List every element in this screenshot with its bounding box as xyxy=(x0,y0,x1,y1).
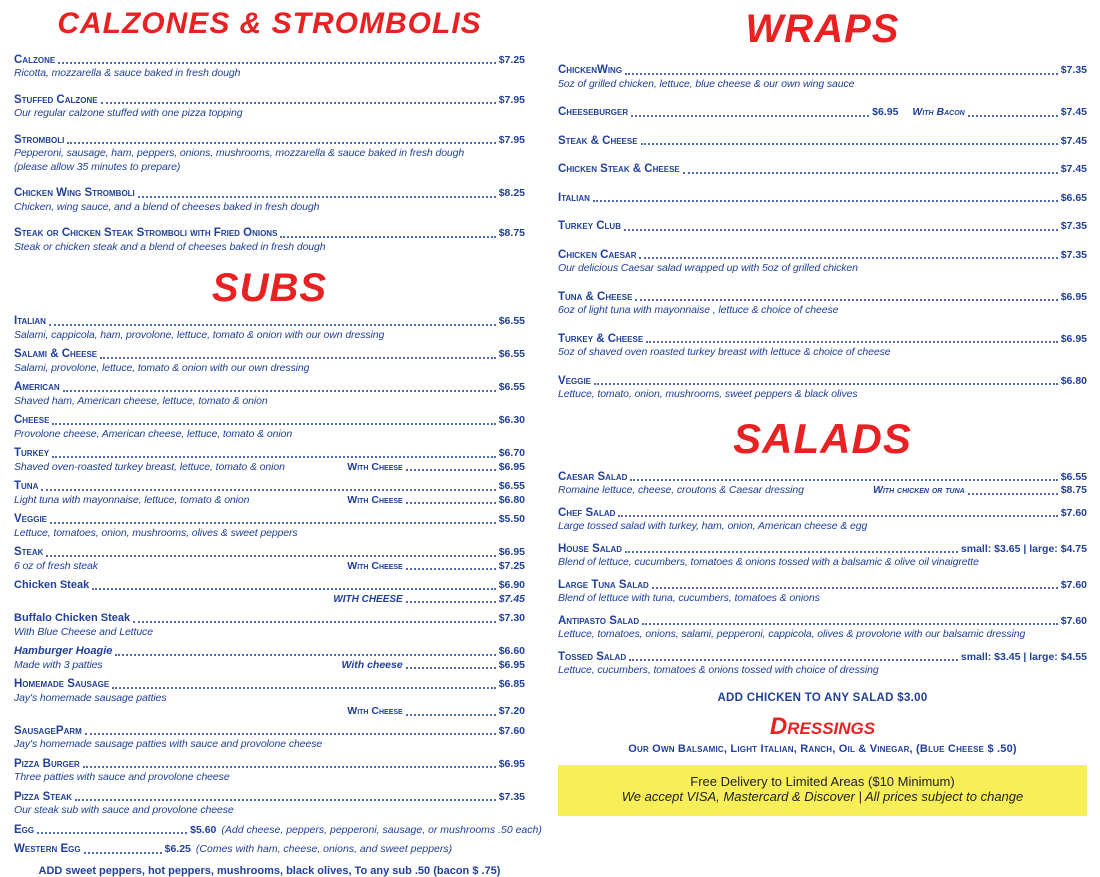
free-delivery-note: Free Delivery to Limited Areas ($10 Minimum) xyxy=(690,773,955,789)
item-extra-label: With Cheese xyxy=(347,559,403,572)
dot-leader xyxy=(112,687,496,689)
menu-item xyxy=(558,579,1087,606)
item-row xyxy=(14,513,525,527)
dot-leader xyxy=(280,236,495,238)
item-name: Stromboli xyxy=(14,133,65,146)
menu-item xyxy=(558,651,1087,678)
menu-item xyxy=(14,348,525,375)
item-row xyxy=(558,291,1087,305)
dot-leader xyxy=(52,423,495,425)
dot-leader xyxy=(646,341,1058,343)
item-desc-row xyxy=(558,484,1087,498)
item-extra-price: $7.45 xyxy=(1060,106,1087,118)
item-name: Pizza Steak xyxy=(14,790,73,803)
item-extra-label: With Cheese xyxy=(347,460,403,473)
dot-leader xyxy=(406,667,496,669)
item-name: Steak xyxy=(14,546,44,558)
item-extra-label: With cheese xyxy=(341,658,403,671)
item-desc-row xyxy=(14,395,525,409)
item-desc-row xyxy=(14,738,525,752)
menu-item xyxy=(14,480,525,507)
dot-leader xyxy=(641,143,1058,145)
menu-item xyxy=(558,291,1087,318)
item-desc-row xyxy=(14,494,525,508)
item-name: Homemade Sausage xyxy=(14,678,110,690)
item-name: Steak & Cheese xyxy=(558,134,638,147)
item-price: $6.30 xyxy=(498,414,525,426)
item-price: $8.75 xyxy=(498,227,525,239)
menu-item xyxy=(14,513,525,540)
item-desc: Three patties with sauce and provolone cheese xyxy=(14,771,230,783)
dot-leader xyxy=(631,115,869,117)
dot-leader xyxy=(75,799,496,801)
dot-leader xyxy=(67,142,495,144)
dot-leader xyxy=(968,115,1058,117)
item-name: Antipasto Salad xyxy=(558,614,640,627)
item-name: Buffalo Chicken Steak xyxy=(14,612,131,624)
item-price: $5.50 xyxy=(498,513,525,525)
item-desc: Chicken, wing sauce, and a blend of cheeses baked in fresh dough xyxy=(14,200,320,213)
item-desc-row xyxy=(14,560,525,574)
item-desc: 5oz of shaved oven roasted turkey breast with lettuce & choice of cheese xyxy=(558,346,891,358)
item-name: Tuna xyxy=(14,480,39,492)
item-note: (Comes with ham, cheese, onions, and sweet peppers) xyxy=(195,843,453,855)
item-row xyxy=(14,187,525,201)
menu-item xyxy=(14,227,525,254)
item-price: small: $3.45 | large: $4.55 xyxy=(960,650,1087,663)
menu-item xyxy=(14,187,525,214)
dot-leader xyxy=(85,733,496,735)
wraps-item-list xyxy=(558,64,1087,402)
item-extra-label: With Cheese xyxy=(347,705,403,717)
item-row xyxy=(14,414,525,428)
item-price: $6.55 xyxy=(498,480,525,492)
section-title-salads: SALADS xyxy=(733,414,912,462)
menu-item xyxy=(558,64,1087,91)
item-row xyxy=(558,333,1087,347)
item-name: American xyxy=(14,381,60,393)
item-desc-row xyxy=(558,388,1087,402)
item-desc-row xyxy=(14,362,525,376)
dot-leader xyxy=(594,383,1058,385)
item-price: $7.35 xyxy=(1060,248,1087,261)
item-desc-row xyxy=(14,329,525,343)
dot-leader xyxy=(642,623,1058,625)
item-row xyxy=(14,791,525,805)
dot-leader xyxy=(52,456,496,458)
dot-leader xyxy=(625,73,1058,75)
item-price: $7.60 xyxy=(1060,614,1087,627)
left-column xyxy=(14,0,542,877)
item-extra-price: $6.95 xyxy=(498,460,525,473)
item-price: $6.65 xyxy=(1060,191,1087,204)
dot-leader xyxy=(629,659,958,661)
item-price: $6.95 xyxy=(1060,332,1087,345)
item-desc: Blend of lettuce with tuna, cucumbers, tomatoes & onions xyxy=(558,592,820,605)
item-price: $6.55 xyxy=(498,381,525,393)
item-extra-price: $7.25 xyxy=(498,559,525,572)
item-desc: (please allow 35 minutes to prepare) xyxy=(14,160,181,173)
item-name: Italian xyxy=(14,315,46,327)
item-row xyxy=(558,220,1087,234)
dot-leader xyxy=(115,654,495,656)
item-name: Turkey & Cheese xyxy=(558,332,644,345)
item-price: $6.55 xyxy=(498,348,525,360)
item-row xyxy=(14,645,525,659)
item-extra-price: $6.80 xyxy=(498,493,525,506)
item-row xyxy=(558,579,1087,593)
item-desc-row xyxy=(558,346,1087,360)
menu-item xyxy=(14,612,525,639)
menu-item xyxy=(14,381,525,408)
item-row xyxy=(14,94,525,108)
item-desc: Steak or chicken steak and a blend of cheeses baked in fresh dough xyxy=(14,240,326,253)
item-price: $7.95 xyxy=(498,133,525,146)
menu-item xyxy=(558,615,1087,642)
item-price: $6.90 xyxy=(498,579,525,591)
item-name: Cheese xyxy=(14,414,50,426)
item-name: Tuna & Cheese xyxy=(558,290,633,303)
item-name: SausageParm xyxy=(14,724,82,737)
item-price: small: $3.65 | large: $4.75 xyxy=(960,542,1087,555)
item-row xyxy=(14,678,525,692)
item-name: Western Egg xyxy=(14,843,81,855)
item-name: Salami & Cheese xyxy=(14,348,98,360)
menu-item xyxy=(14,94,525,121)
item-desc: Blend of lettuce, cucumbers, tomatoes & onions tossed with a balsamic & olive oil vinaigrette xyxy=(558,556,979,569)
menu-item xyxy=(558,543,1087,570)
item-name: Steak or Chicken Steak Stromboli with Fried Onions xyxy=(14,227,278,239)
delivery-banner xyxy=(558,765,1087,816)
item-name: Large Tuna Salad xyxy=(558,578,649,591)
item-row xyxy=(14,758,525,772)
menu-item xyxy=(558,135,1087,149)
item-price: $6.60 xyxy=(498,645,525,657)
item-row xyxy=(14,348,525,362)
item-desc: Salami, cappicola, ham, provolone, lettuce, tomato & onion with our own dressing xyxy=(14,328,385,341)
item-name: ChickenWing xyxy=(558,64,623,76)
item-price: $6.95 xyxy=(498,757,525,770)
item-name: Egg xyxy=(14,823,35,836)
dot-leader xyxy=(133,621,496,623)
item-desc-row xyxy=(558,304,1087,318)
item-name: Tossed Salad xyxy=(558,650,627,663)
dot-leader xyxy=(58,62,496,64)
item-desc-row xyxy=(558,592,1087,606)
item-extra-label: With Bacon xyxy=(912,106,965,118)
item-row xyxy=(558,249,1087,263)
menu-item xyxy=(558,163,1087,177)
menu-item xyxy=(14,54,525,81)
menu-item xyxy=(558,249,1087,276)
menu-item xyxy=(14,447,525,474)
dot-leader xyxy=(50,522,496,524)
item-row xyxy=(558,375,1087,389)
dot-leader xyxy=(652,587,1058,589)
item-row xyxy=(14,579,525,593)
menu-item xyxy=(14,823,542,838)
item-name: Veggie xyxy=(558,374,592,387)
item-desc: Lettuce, cucumbers, tomatoes & onions tossed with choice of dressing xyxy=(558,664,879,677)
item-row xyxy=(558,135,1087,149)
item-desc-row xyxy=(558,262,1087,276)
item-row xyxy=(558,615,1087,629)
item-name: Hamburger Hoagie xyxy=(14,645,113,657)
item-row xyxy=(558,106,1087,120)
menu-item xyxy=(14,645,525,672)
item-price: $7.35 xyxy=(1060,220,1087,232)
menu-item xyxy=(14,791,525,818)
item-extra-label: With chicken or tuna xyxy=(872,484,965,497)
item-name: Stuffed Calzone xyxy=(14,93,98,106)
menu-item xyxy=(14,414,525,441)
item-desc: Lettuce, tomatoes, onions, salami, pepperoni, cappicola, olives & provolone with our balsamic dressing xyxy=(558,628,1026,641)
item-name: Pizza Burger xyxy=(14,757,80,770)
item-row xyxy=(14,134,525,148)
item-extra-label: WITH CHEESE xyxy=(333,593,403,605)
item-desc-row xyxy=(14,67,525,81)
menu-item xyxy=(558,106,1087,120)
item-name: Chef Salad xyxy=(558,506,616,519)
item-row xyxy=(14,612,525,626)
item-desc: Pepperoni, sausage, ham, peppers, onions, mushrooms, mozzarella & sauce baked in fresh dough xyxy=(14,147,465,159)
item-extra-row xyxy=(14,705,525,719)
item-extra-row xyxy=(14,593,525,607)
item-price: $7.60 xyxy=(1060,506,1087,519)
menu-item xyxy=(558,192,1087,206)
item-price: $7.30 xyxy=(498,612,525,624)
dot-leader xyxy=(624,229,1058,231)
dot-leader xyxy=(635,299,1057,301)
item-desc-row xyxy=(14,692,525,706)
item-desc: Romaine lettuce, cheese, croutons & Caesar dressing xyxy=(558,484,804,497)
menu-item xyxy=(14,725,525,752)
item-row xyxy=(558,651,1087,665)
item-price: $7.35 xyxy=(498,790,525,803)
subs-addons-note: ADD sweet peppers, hot peppers, mushrooms, black olives, To any sub .50 (bacon $ .75) xyxy=(38,864,501,877)
item-desc-row xyxy=(14,659,525,673)
item-price: $5.60 xyxy=(190,823,217,836)
item-note: (Add cheese, peppers, pepperoni, sausage, or mushrooms .50 each) xyxy=(221,823,542,836)
item-row xyxy=(14,546,525,560)
item-row xyxy=(558,543,1087,557)
menu-item xyxy=(14,134,525,175)
section-title-calzones-strombolis: CALZONES & STROMBOLIS xyxy=(57,7,482,40)
item-desc: Our delicious Caesar salad wrapped up with 5oz of grilled chicken xyxy=(558,262,858,274)
item-price: $6.95 xyxy=(1060,290,1087,303)
dot-leader xyxy=(639,257,1057,259)
item-desc: Provolone cheese, American cheese, lettuce, tomato & onion xyxy=(14,427,293,440)
item-desc-row xyxy=(558,664,1087,678)
item-desc-row xyxy=(558,556,1087,570)
subs-item-list xyxy=(14,315,542,857)
item-name: Chicken Steak & Cheese xyxy=(558,163,680,175)
item-desc-row xyxy=(14,527,525,541)
item-desc-row xyxy=(558,628,1087,642)
item-row xyxy=(14,381,525,395)
item-price: $6.80 xyxy=(1060,374,1087,387)
item-desc-row xyxy=(14,161,525,175)
dot-leader xyxy=(406,568,496,570)
dot-leader xyxy=(83,766,496,768)
item-row xyxy=(14,823,542,838)
item-price: $6.70 xyxy=(498,447,525,459)
right-column xyxy=(558,0,1087,816)
item-price: $6.95 xyxy=(872,106,899,118)
item-row xyxy=(14,315,525,329)
item-price: $7.45 xyxy=(1060,163,1087,175)
dot-leader xyxy=(406,469,496,471)
item-price: $7.35 xyxy=(1060,64,1087,76)
calzones-item-list xyxy=(14,54,525,255)
item-desc-row xyxy=(558,78,1087,92)
menu-item xyxy=(558,220,1087,234)
item-name: Italian xyxy=(558,191,590,204)
item-desc-row xyxy=(14,804,525,818)
menu-item xyxy=(558,333,1087,360)
dot-leader xyxy=(101,102,496,104)
dot-leader xyxy=(406,502,496,504)
payment-note: We accept VISA, Mastercard & Discover | All prices subject to change xyxy=(621,788,1024,804)
item-desc: Our steak sub with sauce and provolone cheese xyxy=(14,804,234,816)
item-price: $7.95 xyxy=(498,93,525,106)
item-row xyxy=(14,54,525,68)
item-row xyxy=(558,192,1087,206)
item-desc-row xyxy=(14,461,525,475)
dot-leader xyxy=(406,714,496,716)
item-price: $6.95 xyxy=(498,546,525,558)
item-desc-row xyxy=(14,241,525,255)
item-name: Calzone xyxy=(14,53,56,66)
item-desc: 6 oz of fresh steak xyxy=(14,559,98,572)
item-extra-price: $7.20 xyxy=(498,705,525,717)
dot-leader xyxy=(63,390,496,392)
salads-item-list xyxy=(558,471,1087,678)
dot-leader xyxy=(84,852,162,854)
item-desc: 5oz of grilled chicken, lettuce, blue cheese & our own wing sauce xyxy=(558,77,855,90)
dressings-list: Our Own Balsamic, Light Italian, Ranch, Oil & Vinegar, (Blue Cheese $ .50) xyxy=(628,742,1017,755)
item-desc: Made with 3 patties xyxy=(14,658,103,671)
item-desc: Jay's homemade sausage patties xyxy=(14,691,167,704)
dot-leader xyxy=(593,200,1058,202)
item-desc: Our regular calzone stuffed with one pizza topping xyxy=(14,107,243,119)
menu-item xyxy=(558,507,1087,534)
item-desc: Lettuce, tomatoes, onion, mushrooms, olives & sweet peppers xyxy=(14,526,298,539)
item-desc: Shaved oven-roasted turkey breast, lettuce, tomato & onion xyxy=(14,460,285,473)
dot-leader xyxy=(618,515,1057,517)
item-price: $6.85 xyxy=(498,678,525,690)
item-row xyxy=(558,64,1087,78)
item-extra-price: $8.75 xyxy=(1060,484,1087,497)
item-price: $7.60 xyxy=(1060,578,1087,591)
dot-leader xyxy=(625,551,958,553)
item-row xyxy=(14,480,525,494)
dot-leader xyxy=(92,588,496,590)
dot-leader xyxy=(37,832,187,834)
section-title-subs: SUBS xyxy=(211,266,328,310)
item-desc-row xyxy=(14,107,525,121)
item-desc: Lettuce, tomato, onion, mushrooms, sweet peppers & black olives xyxy=(558,388,858,400)
item-desc: 6oz of light tuna with mayonnaise , lettuce & choice of cheese xyxy=(558,304,839,316)
item-desc: Large tossed salad with turkey, ham, onion, American cheese & egg xyxy=(558,520,868,533)
item-name: Veggie xyxy=(14,513,48,525)
item-name: Chicken Steak xyxy=(14,579,90,591)
item-desc: Light tuna with mayonnaise, lettuce, tomato & onion xyxy=(14,493,250,506)
dot-leader xyxy=(968,493,1058,495)
menu-item xyxy=(14,315,525,342)
dot-leader xyxy=(138,196,496,198)
item-name: Caesar Salad xyxy=(558,470,628,483)
dot-leader xyxy=(100,357,496,359)
item-desc-row xyxy=(14,771,525,785)
item-price: $6.55 xyxy=(1060,470,1087,483)
menu-item xyxy=(14,546,525,573)
dot-leader xyxy=(49,324,496,326)
dot-leader xyxy=(406,601,496,603)
dot-leader xyxy=(683,172,1058,174)
item-name: Turkey Club xyxy=(558,220,621,232)
item-desc-row xyxy=(14,626,525,640)
item-desc: With Blue Cheese and Lettuce xyxy=(14,625,153,638)
item-row xyxy=(14,227,525,241)
item-row xyxy=(558,163,1087,177)
item-extra-label: With Cheese xyxy=(347,493,403,506)
item-name: Chicken Wing Stromboli xyxy=(14,187,135,199)
item-price: $7.25 xyxy=(498,53,525,66)
item-desc-row xyxy=(14,428,525,442)
item-row xyxy=(558,471,1087,485)
menu-item xyxy=(14,678,525,719)
item-extra-price: $7.45 xyxy=(498,592,525,605)
item-desc-row xyxy=(14,147,525,161)
item-name: House Salad xyxy=(558,542,623,555)
dot-leader xyxy=(630,479,1057,481)
item-desc: Ricotta, mozzarella & sauce baked in fresh dough xyxy=(14,67,241,79)
item-row xyxy=(14,447,525,461)
item-price: $6.25 xyxy=(164,843,191,855)
item-name: Turkey xyxy=(14,447,50,459)
item-desc: Jay's homemade sausage patties with sauce and provolone cheese xyxy=(14,738,323,750)
dot-leader xyxy=(46,555,495,557)
section-title-wraps: WRAPS xyxy=(745,7,900,51)
item-price: $8.25 xyxy=(498,187,525,199)
item-row xyxy=(14,725,525,739)
item-desc: Shaved ham, American cheese, lettuce, tomato & onion xyxy=(14,394,268,407)
item-desc-row xyxy=(558,520,1087,534)
item-price: $7.60 xyxy=(498,724,525,737)
menu-item xyxy=(14,758,525,785)
menu-item xyxy=(14,579,525,606)
item-extra-price: $6.95 xyxy=(498,658,525,671)
item-name: Chicken Caesar xyxy=(558,248,637,261)
item-row xyxy=(558,507,1087,521)
section-title-dressings: Dressings xyxy=(769,712,876,740)
add-chicken-note: ADD CHICKEN TO ANY SALAD $3.00 xyxy=(717,691,928,704)
menu-item xyxy=(558,471,1087,498)
item-price: $6.55 xyxy=(498,315,525,327)
menu-item xyxy=(558,375,1087,402)
item-price: $7.45 xyxy=(1060,134,1087,147)
item-desc: Salami, provolone, lettuce, tomato & onion with our own dressing xyxy=(14,361,310,374)
item-desc-row xyxy=(14,201,525,215)
item-name: Cheeseburger xyxy=(558,106,629,118)
dot-leader xyxy=(41,489,495,491)
